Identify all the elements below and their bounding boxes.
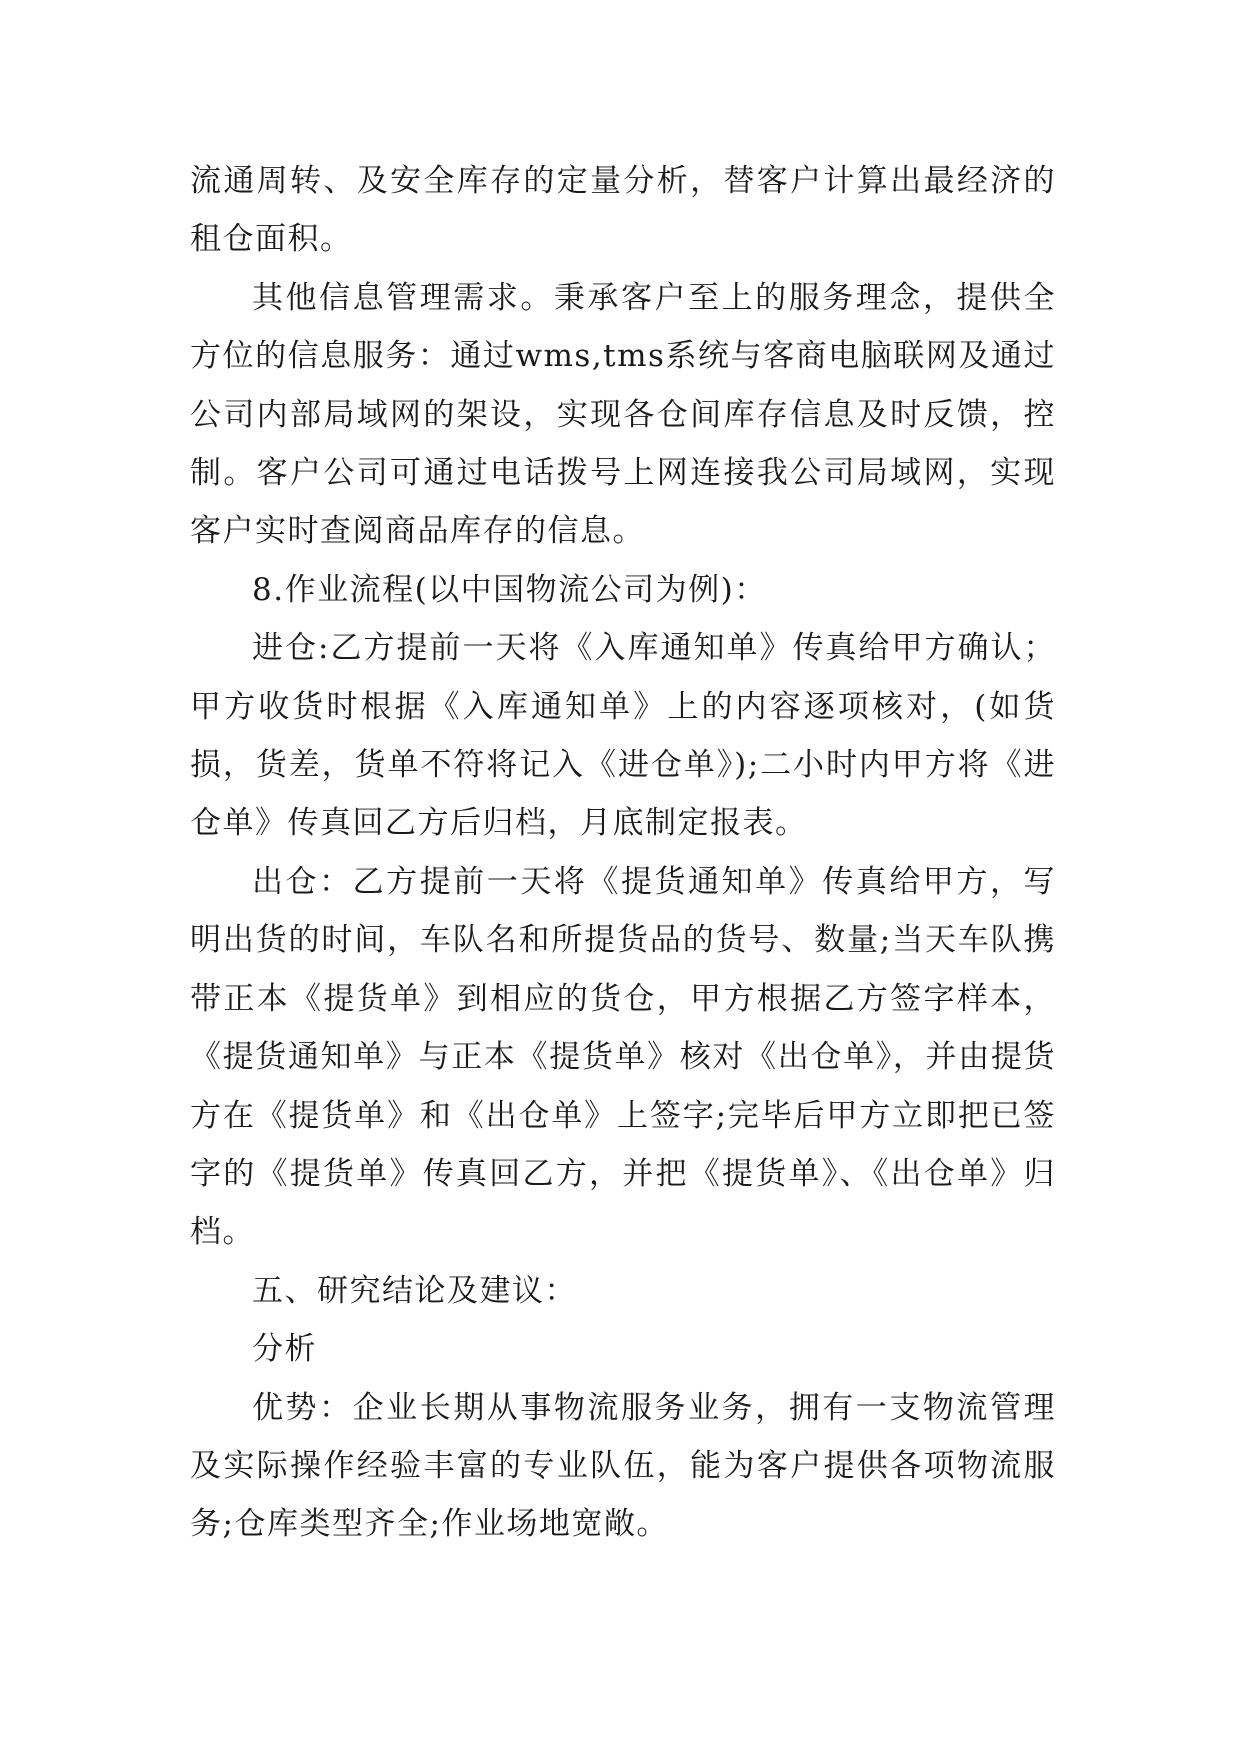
paragraph-outbound: 出仓：乙方提前一天将《提货通知单》传真给甲方，写明出货的时间，车队名和所提货品的货号、数量;当天车队携带正本《提货单》到相应的货仓，甲方根据乙方签字样本，《提货通知单》与正本《提货单》核对《出仓单》，并由提货方在《提货单》和《出仓单》上签字;完毕后甲方立即把已签字的《提货单》传真回乙方，并把《提货单》、《出仓单》归档。 <box>190 863 1056 1251</box>
paragraph-rental-area: 流通周转、及安全库存的定量分析，替客户计算出最经济的租仓面积。 <box>190 163 1056 258</box>
paragraph-inbound: 进仓:乙方提前一天将《入库通知单》传真给甲方确认；甲方收货时根据《入库通知单》上的内容逐项核对，(如货损，货差，货单不符将记入《进仓单》);二小时内甲方将《进仓单》传真回乙方后归档，月底制定报表。 <box>190 630 1056 842</box>
document-body <box>190 152 1056 1554</box>
subheading-analysis: 分析 <box>252 1331 317 1368</box>
paragraph-workflow-heading: 8.作业流程(以中国物流公司为例)： <box>252 571 767 608</box>
section-heading-conclusions: 五、研究结论及建议： <box>252 1272 577 1309</box>
paragraph-strengths: 优势：企业长期从事物流服务业务，拥有一支物流管理及实际操作经验丰富的专业队伍，能为客户提供各项物流服务;仓库类型齐全;作业场地宽敞。 <box>190 1389 1056 1543</box>
paragraph-info-management: 其他信息管理需求。秉承客户至上的服务理念，提供全方位的信息服务：通过wms,tms系统与客商电脑联网及通过公司内部局域网的架设，实现各仓间库存信息及时反馈，控制。客户公司可通过电话拨号上网连接我公司局域网，实现客户实时查阅商品库存的信息。 <box>190 279 1056 550</box>
